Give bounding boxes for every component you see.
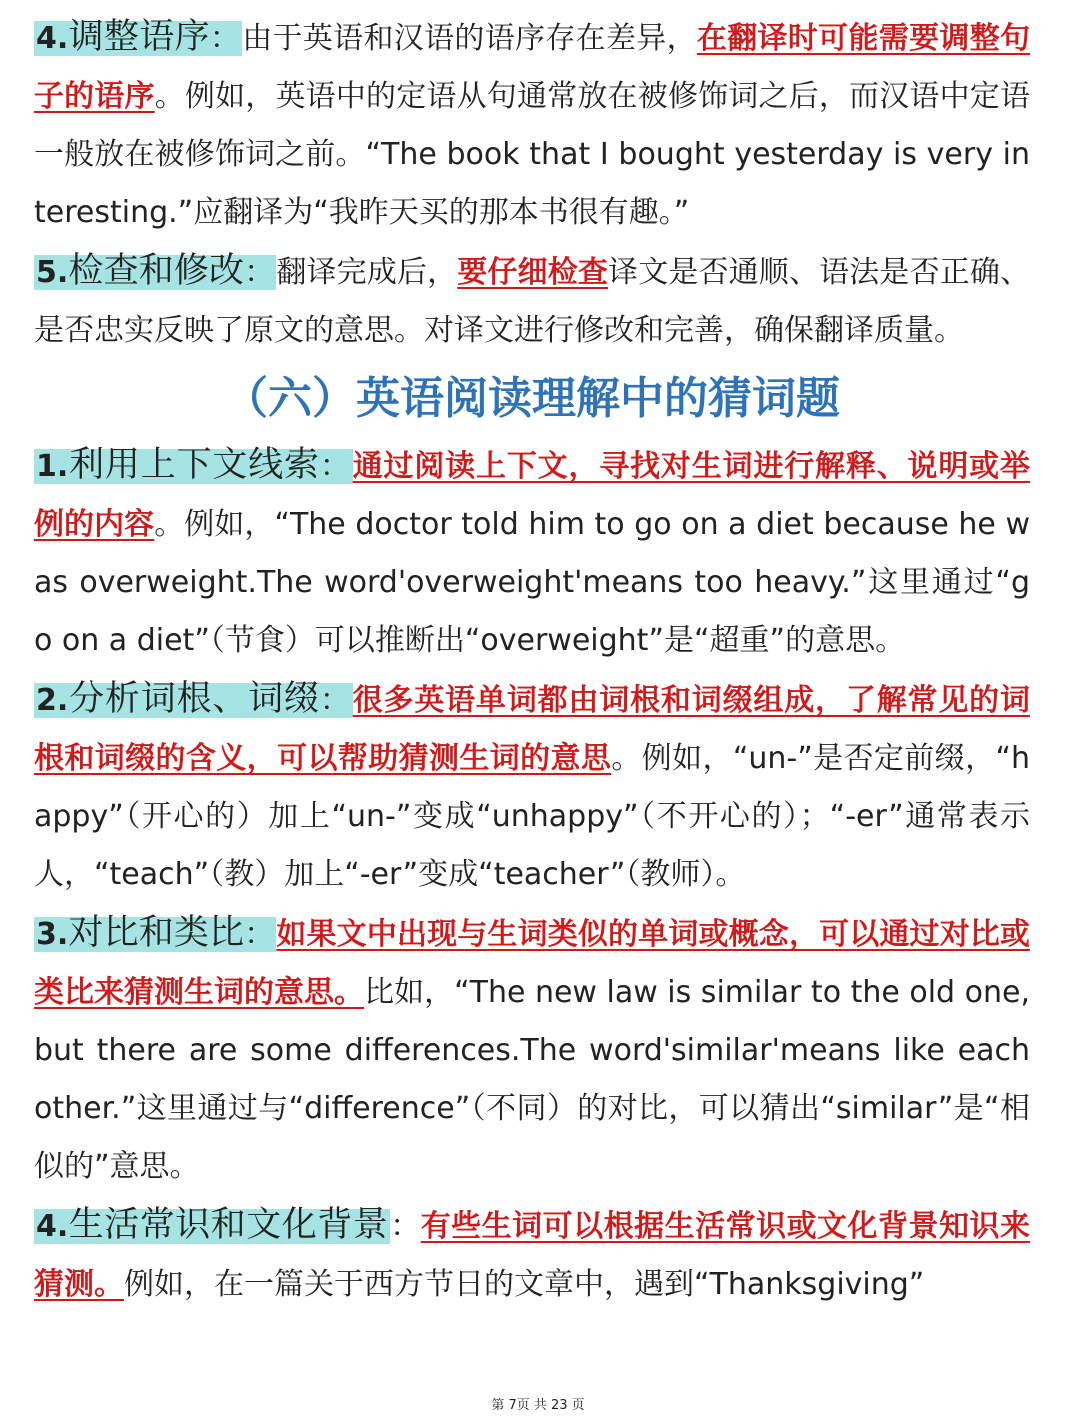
tip-heading-highlight: 2.分析词根、词缀： [36, 679, 351, 719]
guess-tip-2: 2.分析词根、词缀：很多英语单词都由词根和词缀组成，了解常见的词根和词缀的含义，可以帮助猜测生词的意思。例如，“un-”是否定前缀，“happy”（开心的）加上“un-”变成“unhappy”（不开心的）；“-er”通常表示人，“teach”（教）加上“-er”变成“teacher”（教师）。 [34, 679, 1031, 892]
tip-heading-highlight: 3.对比和类比： [36, 913, 275, 953]
page-footer: 第 7页 共 23 页 [491, 1398, 585, 1413]
tip-heading-highlight: 4.调整语序： [36, 17, 241, 57]
key-point: 要仔细检查 [457, 255, 609, 290]
key-point: 如果文中出现与生词类似的单词或概念，可以通过对比或类比来猜测生词的意思。 [34, 917, 1030, 1010]
tip-heading-highlight: 4.生活常识和文化背景 [36, 1205, 389, 1245]
guess-tip-1: 1.利用上下文线索：通过阅读上下文，寻找对生词进行解释、说明或举例的内容。例如，“The doctor told him to go on a diet because he was overweight.The word'overweight'means too heavy.”这里通过“go on a diet”（节食）可以推断出“overweight”是“超重”的意思。 [34, 445, 1031, 658]
key-point: 有些生词可以根据生活常识或文化背景知识来猜测。 [34, 1209, 1030, 1302]
guess-tip-4: 4.生活常识和文化背景：有些生词可以根据生活常识或文化背景知识来猜测。例如，在一篇关于西方节日的文章中，遇到“Thanksgiving” [34, 1205, 1030, 1302]
key-point: 通过阅读上下文，寻找对生词进行解释、说明或举例的内容 [34, 449, 1030, 542]
document-body [34, 8, 1030, 1314]
translation-tip-5: 5.检查和修改：翻译完成后，要仔细检查译文是否通顺、语法是否正确、是否忠实反映了原文的意思。对译文进行修改和完善，确保翻译质量。 [34, 251, 1031, 348]
tip-heading-highlight: 5.检查和修改： [36, 251, 275, 291]
tip-heading-highlight: 1.利用上下文线索： [36, 445, 351, 485]
key-point: 很多英语单词都由词根和词缀组成，了解常见的词根和词缀的含义，可以帮助猜测生词的意思 [34, 683, 1030, 776]
guess-tip-3: 3.对比和类比：如果文中出现与生词类似的单词或概念，可以通过对比或类比来猜测生词的意思。比如，“The new law is similar to the old one,but there are some differences.The word'similar'means like each other.”这里通过与“difference”（不同）的对比，可以猜出“similar”是“相似的”意思。 [34, 913, 1030, 1184]
section-heading: （六）英语阅读理解中的猜词题 [224, 373, 840, 424]
key-point: 在翻译时可能需要调整句子的语序 [34, 21, 1031, 114]
translation-tip-4: 4.调整语序：由于英语和汉语的语序存在差异，在翻译时可能需要调整句子的语序。例如，英语中的定语从句通常放在被修饰词之后，而汉语中定语一般放在被修饰词之前。“The book that I bought yesterday is very interesting.”应翻译为“我昨天买的那本书很有趣。” [34, 17, 1031, 230]
